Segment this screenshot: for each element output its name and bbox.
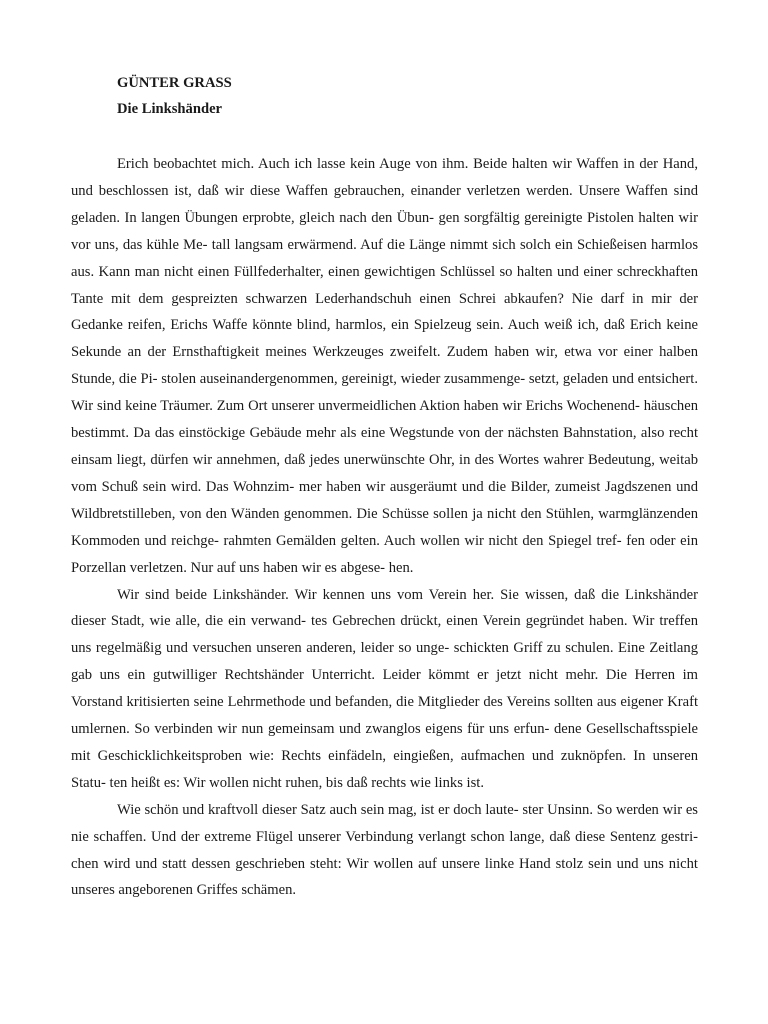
paragraph-1: Erich beobachtet mich. Auch ich lasse kein Auge von ihm. Beide halten wir Waffen in der Hand, und beschlossen ist, daß wir diese Waffen gebrauchen, einander verletzen werden. Unsere Waffen sind geladen. In langen Übungen erprobte, gleich nach den Übun- gen sorgfältig gereinigte Pistolen halten wir vor uns, das kühle Me- tall langsam erwärmend. Auf die Länge nimmt sich solch ein Schießeisen harmlos aus. Kann man nicht einen Füllfederhalter, einen gewichtigen Schlüssel so halten und einer schreckhaften Tante mit dem gespreizten schwarzen Lederhandschuh einen Schrei abkaufen? Nie darf in mir der Gedanke reifen, Erichs Waffe könnte blind, harmlos, ein Spielzeug sein. Auch weiß ich, daß Erich keine Sekunde an der Ernsthaftigkeit meines Werkzeuges zweifelt. Zudem haben wir, etwa vor einer halben Stunde, die Pi- stolen auseinandergenommen, gereinigt, wieder zusammenge- setzt, geladen und entsichert. Wir sind keine Träumer. Zum Ort unserer unvermeidlichen Aktion haben wir Erichs Wochenend- häuschen bestimmt. Da das einstöckige Gebäude mehr als eine Wegstunde von der nächsten Bahnstation, also recht einsam liegt, dürfen wir annehmen, daß jedes unerwünschte Ohr, in des Wortes wahrer Bedeutung, weitab vom Schuß sein wird. Das Wohnzim- mer haben wir ausgeräumt und die Bilder, zumeist Jagdszenen und Wildbretstilleben, von den Wänden genommen. Die Schüsse sollen ja nicht den Stühlen, warmglänzenden Kommoden und reichge- rahmten Gemälden gelten. Auch wollen wir nicht den Spiegel tref- fen oder ein Porzellan verletzen. Nur auf uns haben wir es abgese- hen. [71, 156, 698, 576]
author-name: GÜNTER GRASS [117, 75, 232, 91]
paragraph-2: Wir sind beide Linkshänder. Wir kennen uns vom Verein her. Sie wissen, daß die Linkshänder dieser Stadt, wie alle, die ein verwand- tes Gebrechen drückt, einen Verein gegründet haben. Wir treffen uns regelmäßig und versuchen unseren anderen, leider so unge- schickten Griff zu schulen. Eine Zeitlang gab uns ein gutwilliger Rechtshänder Unterricht. Leider kömmt er jetzt nicht mehr. Die Herren im Vorstand kritisierten seine Lehrmethode und befanden, die Mitglieder des Vereins sollten aus eigener Kraft umlernen. So verbinden wir nun gemeinsam und zwanglos eigens für uns erfun- dene Gesellschaftsspiele mit Geschicklichkeitsproben wie: Rechts einfädeln, eingießen, aufmachen und zuknöpfen. In unseren Statu- ten heißt es: Wir wollen nicht ruhen, bis daß rechts wie links ist. [71, 586, 698, 791]
document-page [71, 70, 698, 904]
paragraph-3: Wie schön und kraftvoll dieser Satz auch sein mag, ist er doch laute- ster Unsinn. So werden wir es nie schaffen. Und der extreme Flügel unserer Verbindung verlangt schon lange, daß diese Sentenz gestri- chen wird und statt dessen geschrieben steht: Wir wollen auf unsere linke Hand stolz sein und uns nicht unseres angeborenen Griffes schämen. [71, 801, 698, 899]
work-title: Die Linkshänder [117, 101, 223, 117]
